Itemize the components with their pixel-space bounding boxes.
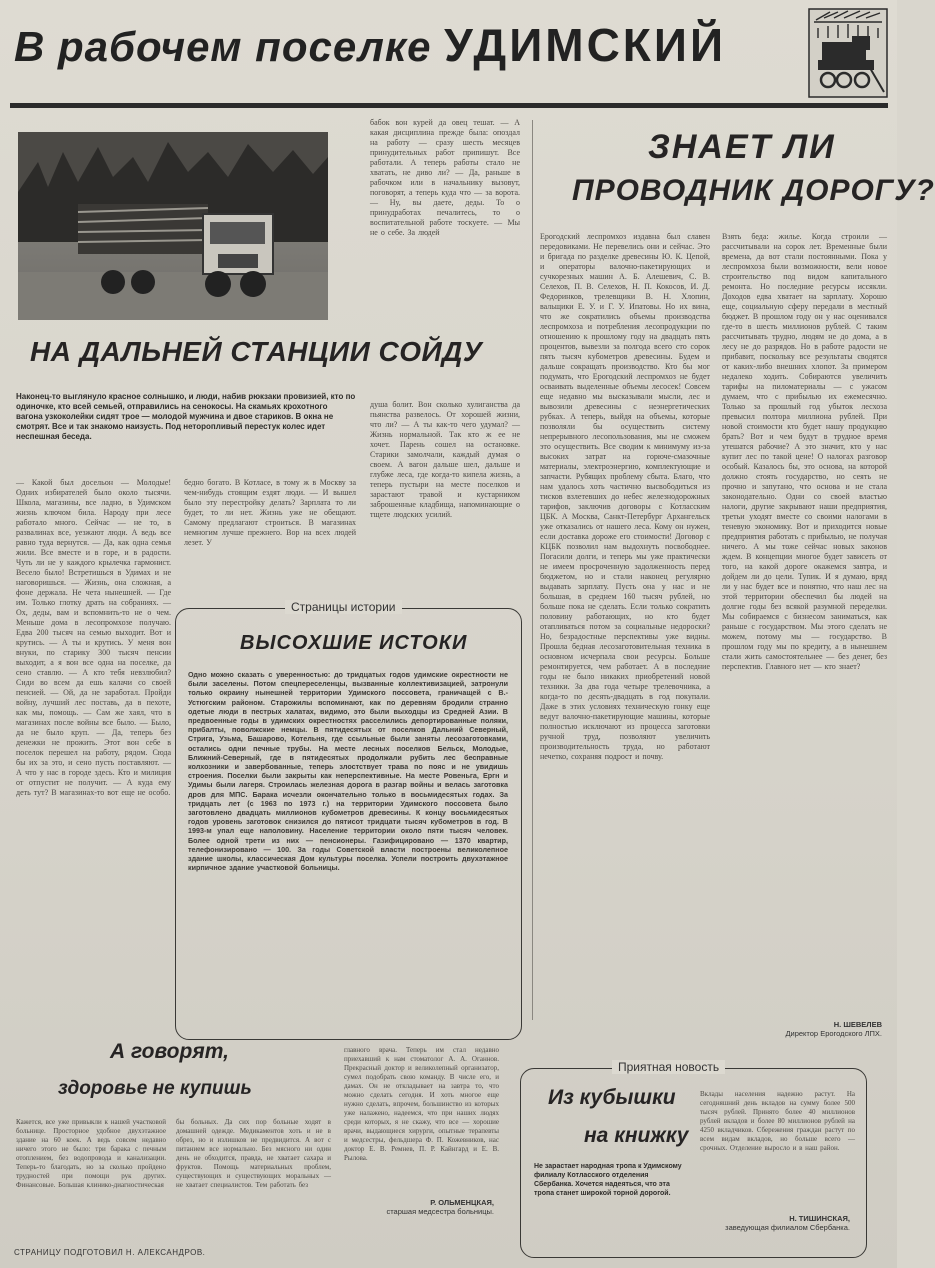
savings-signature-name: Н. ТИШИНСКАЯ, — [789, 1214, 850, 1223]
main-article-column-3: душа болит. Вон сколько хулиганства да пьянства развелось. От хорошей жизни, что ли? — А ты как-то чего удумал? — Жизнь нормальной. Так кто ж ее не хочет. Парень сошел на остановке. Старики замолчали, каждый думая о своем. А вагон дальше шел, дальше и глубже леса, где когда-то кипела жизнь, а теперь пустыри на месте поселков и зарастают травой и кустарником заброшенные кладбища, напоминающие о тщете людских усилий. — [370, 400, 520, 519]
health-headline-line-1: А говорят, — [110, 1040, 229, 1063]
health-column-3: главного врача. Теперь им стал недавно приехавший к нам стоматолог А. А. Оганнов. Прекрасный доктор и великолепный организатор, сумел подобрать свою команду. В числе его, и дамах. Он не откладывает на завтра то, что можно сделать сегодня. И хоть многое еще нужно сделать, впрочем, большинство из которых уже налажено, надеемся, что при наших людях среди которых, я не скажу, что все — хорошие врачи, выдающиеся хирурги, опытные терапевты и медсестры, фельдшера Ф. П. Кожевников, нас доктор Е. В. Ремнев, П. Р. Кайнгард и Е. В. Рылова. — [344, 1046, 499, 1162]
health-headline-line-2: здоровье не купишь — [58, 1078, 252, 1099]
savings-headline-line-2: на книжку — [584, 1124, 689, 1147]
history-headline: ВЫСОХШИЕ ИСТОКИ — [240, 632, 468, 654]
history-rubric: Страницы истории — [285, 600, 402, 614]
health-column-1: Кажется, все уже привыкли к нашей участковой больнице. Просторное удобное двухэтажное здание на 60 коек. А ведь совсем недавно ничего этого не было: три барака с печным отоплением, без водопровода и канализации. Теперь-то благодать, но за сколько пройдено трудностей при помощи рук других. Финансовые. Большая клинико-диагностическая — [16, 1118, 166, 1189]
main-article-column-2: бедно богато. В Котласе, в тому ж в Москву за чем-нибудь стоящим ездят люди. — И вышел было эту перестройку делать? Зарплата то ли будет, то ли нет. Жизнь уже не обещают. Самому предлагают строиться. В магазинах немногим лучше прежнего. Вор на всех людей лезет. У — [184, 478, 356, 547]
main-article-column-1: — Какой был досельон — Молодые! Одних избирателей было около тысячи. Школа, магазины, все ладно, в Удимском жизнь ключом била. Народу при лесе работало много. Сейчас — не то, в развалинах все, уезжают люди. А ведь все равно туда вернутся. — Да, как одна семья жили. Все вместе и в горе, и в радости. Чуть ли не у каждого крылечка гармонист. Весело было! Встретишься в Удимах и не наговоришься. — Жизнь, она сложная, а фоне держала. Не чета нынешней. — Где им. Только глотку драть на собраниях. — Ох, деды, вам и вспомнить-то не о чем. Меньше дома в лесопромхозе получаю. Едва 200 тысяч на семью выходит. Вот и крутись. — А ты и крутись. У меня вон внуки, по старику 300 тысяч пенсии выходит, а я вон все одна на поселке, да сено ставлю. — А кто тебя невзлюбил? Сиди во всем да ешь калачи со своей пенсией. — Ой, да не заработал. Пройди войну, лучший лес поставь, да в пехоте, как мы, помощь. — Сам же хаял, что в магазинах после войны все было. — Было, да не было круп. — Да, теперь без денежки не прожить. Этот вон себе в поселок перешел на работу, рядом. Сюда бы их за это, и сено пусть поставляют. — А что у нас в городе здесь. Кто и милиция от отпустит не получит. — А куда ему деть тут? В магазинах-то вот еще не особо. — [16, 478, 171, 797]
main-article-column-top: бабок вон курей да овец тешат. — А какая дисциплина прежде была: опоздал на работу — сразу шесть месяцев принудительных работ припишут. Все работали. А теперь работы стало не хватать, не диво ли? — Да, раньше в рабочком или в начальнику вызовут, поговорят, а теперь куда что — за ворота. — Ну, вы даете, деды. То о принудработах печалитесь, то о воспитательной работе тоскуете. — Мы не о себе. За людей — [370, 118, 520, 237]
banner-title — [14, 18, 726, 72]
history-text: Одно можно сказать с уверенностью: до тридцатых годов удимские окрестности не были заселены. Потом спецпереселенцы, вызванные коллективизацией, затронули только окраину нынешней территории Удимского поссовета, граничащей с В.-Устюгским районом. Старожилы вспоминают, как по деревням бродили странно одетые люди в пестрых халатах, видимо, это были выходцы из Средней Азии. В предвоенные годы в удимских окрестностях расселились депортированные поляки, прибалты, поволжские немцы. В пятидесятых от поселков Дальний Северный, Стрига, Узьма, Башарово, Котельня, где ссыльные были заняты лесозаготовками, остались одни печные трубы. На месте лесных поселков Бельск, Молодые, Ближний-Северный, где в пятидесятых продолжали рубить лес бесправные колхозники и завербованные, теперь злостствует трава по пояс и не увидишь строения. Поселки были закрыты как неперспективные. На месте Ровеньга, Ергн и Удимы были лагеря. Строилась железная дорога в разгар войны и велась заготовка дров для МПС. Барака исчезли окончательно только в восьмидесятых годах. За тридцать лет (с 1963 по 1973 г.) на территории Удимского поссовета было заготовлено двадцать миллионов кубометров древесины. К концу восьмидесятых годов уровень заготовок снизился до пятисот тридцати тысяч кубометров в год. В 1993-м упал еще наполовину. Население территории около пяти тысяч человек. Более одной трети из них — пенсионеры. Газифицировано — 1370 квартир, телефонизировано — 100. За годы Советской власти построены великолепное здание школы, классическая Дом культуры поселка. Успели построить двухэтажное кирпичное здание участковой больницы. — [188, 670, 508, 873]
health-column-2: бы больных. Да сих пор больные ходят в домашней одежде. Медикаментов хоть и не в обрез, но и излишков не предвидится. А вот с питанием все нормально. Без мясного ни один день не обходится, правда, не хватает сахара и фруктов. Помощь материальных проблем, существующих и существующих моральных — не хватает специалистов. Тем работать без — [176, 1118, 331, 1189]
banner-place: УДИМСКИЙ — [444, 19, 727, 71]
guide-column-2: Взять беда: жилье. Когда строили — рассчитывали на сорок лет. Временные были времена, да вот стали постоянными. Пока у леспромхоза были возможности, вели новое строительство под видом капитального ремонта. Но последние ресурсы иссякли. Доходов едва хватает на зарплату. Хорошо еще, социальную сферу передали в местный бюджет. В прошлом году он у нас оценивался где-то в шесть миллионов рублей. С таким рассчитывать трудно, людям не до дома, а в лесу не до разрядов. Но в работе радости не прибавит, поскольку все результаты сводятся от каких-либо внешних хлопот. За примером недалеко ходить. Собираются увеличить тарифы на пиломатериалы — с ужасом думаем, что с прибылью их ежемесячно. Только за прошлый год убыток лесхоза превысил полтора миллиона рублей. При новой стоимости кто будет нашу продукцию брать? Вот и чем будут в трудное время утешатся рабочие? А это значит, кто у нас купит лес по такой цене! О налогах разговор особый. Казалось бы, это основа, на которой должно стоять государство, но сеять не прочно и запутано, что основа и не стала законодательно. Одни со своей властью налоги, другие закрывают наши предприятия, третьи уходят вместе со своими налогами в теневую экономику. Вот и приходится новые предприятия работать с прибылью, не получая ничего. А мы тоже сейчас новых законов ждем. В концепции многое будет зависеть от того, на какой дороге окажемся завтра, и дойдем ли до цели. Тупик. И я думаю, вряд ли у нас будет все и понятно, что наш лес на этой территории обеспечил бы людей на долгие годы без всякой разумной переделки. Мы собираемся с бизнесом заниматься, как раньше с государством. Мы этого сделать не можем, потому мы — государство. В прошлом году мы по кредиту, а в нынешнем стали жить самостоятельнее — без денег, без перспектив. Главного нет — кто знает? — [722, 232, 887, 671]
savings-signature — [700, 1214, 850, 1232]
banner-prefix: В рабочем поселке — [14, 23, 445, 70]
guide-signature-name: Н. ШЕВЕЛЕВ — [833, 1020, 882, 1029]
health-signature — [344, 1198, 494, 1216]
banner-rule — [10, 103, 888, 108]
guide-headline-line-2: ПРОВОДНИК ДОРОГУ? — [572, 174, 935, 207]
page-footer: СТРАНИЦУ ПОДГОТОВИЛ Н. АЛЕКСАНДРОВ. — [14, 1248, 206, 1257]
savings-rubric: Приятная новость — [612, 1060, 725, 1074]
main-headline: НА ДАЛЬНЕЙ СТАНЦИИ СОЙДУ — [30, 336, 483, 367]
guide-signature-title: Директор Ерогодского ЛПХ. — [785, 1029, 882, 1038]
logging-truck-logo — [808, 8, 888, 98]
health-signature-title: старшая медсестра больницы. — [386, 1207, 494, 1216]
savings-signature-title: заведующая филиалом Сбербанка. — [725, 1223, 850, 1232]
savings-lede: Не зарастает народная тропа к Удимскому филиалу Котласского отделения Сбербанка. Хочется надеяться, что эта тропа станет широкой торной дорогой. — [534, 1163, 682, 1197]
savings-headline-line-1: Из кубышки — [548, 1086, 676, 1109]
guide-headline-line-1: ЗНАЕТ ЛИ — [648, 128, 836, 166]
guide-signature — [722, 1020, 882, 1038]
main-article-lede: Наконец-то выглянуло красное солнышко, и люди, набив рюкзаки провизией, кто по одиночке, кто всей семьей, отправились на сенокосы. На скамьях крохотного вагона узкоколейки сидят трое — молодой мужчина и двое стариков. В окна не смотрят. Все и так знакомо наизусть. Под неторопливый перестук колес идет неспешная беседа. — [16, 392, 356, 441]
column-divider — [532, 120, 533, 1020]
timber-truck-photo — [18, 132, 328, 320]
guide-column-1: Ерогодский леспромхоз издавна был славен передовиками. Не перевелись они и сейчас. Это и бригада по разделке древесины Ю. К. Цепой, и операторы валочно-пакетирующих и сучкорезных машин А. Б. Алешевич, С. В. Селехов, П. В. Селехов, Н. П. Кокосов, И. Д. Федоринков, трелевщики В. Н. Хлопин, вальщики Е. У. и Г. У. Ипатовы. Но их вина, что же сократились объемы производства леспромхоза и потребления лесопродукции по отношению к прошлому году на двадцать пять процентов, вывезли за полгода всего сто сорок пять тысяч кубометров древесины. Будем и дальше сокращать производство. Кто бы мог подумать, что Ерогодский леспромхоз не будет осваивать выделенные объемы лесосек! Совсем еще недавно мы высказывали мысли, лес и вывозили древесины с неэнергетических рубках. А теперь, выйдя на объемы, которые позволяли бы осуществить систему непрерывного лесопользования, мы не сможем это осуществить. Все сводим к минимуму из-за высоких затрат на горюче-смазочные материалы, электроэнергию, комплектующие и запчасти. Рубящих проблему сбыта. Благо, что нам удалось хоть частично высвободиться из тисков взлетевших до небес железнодорожных тарифов, заключив договоры с Котласским ЦБК. А Москва, Санкт-Петербург Архангельск уже отказались от нашего леса. Кому он нужен, если доставка дороже его стоимости! Договор с КЦБК позволил нам выдохнуть посвободнее. Погасили долги, и теперь мы уже практически не имеем просроченную задолженность перед бюджетом, но и стали наконец регулярно выдавать зарплату. Пусть она у нас и не большая, в среднем 160 тысяч рублей, но больше пока не сделать. Если только сократить половину работающих, но кто будет отапливаться потом за социальные недороски? Но, безрадостные перспективы уже видны. Прошла бедная лесозаготовительная техника в основном исчерпала свои ресурсы. Больше ремонтируется, чем работает. А в последние годы не было никаких приобретений новой техники. За два года четыре трелевочника, а когда-то по десять-двадцать в год покупали. Даже в этих условиях техническую гонку еще ведут валочно-пакетирующие машины, которые полностью исключают из процесса заготовки ручной труд, позволяют увеличить производительность труда, но работают нечетко, сохраняя подрост и почву. — [540, 232, 710, 761]
savings-text: Вклады населения надежно растут. На сегодняшний день вкладов на сумму более 500 тысяч рублей. Принято более 40 миллионов рублей вкладов и более 80 миллионов рублей на 4250 вкладчиков. Сбережения граждан растут по всем видам вкладов, но больше всего — срочных. Отделение выросло и в наш район. — [700, 1090, 855, 1152]
health-signature-name: Р. ОЛЬМЕНЦКАЯ, — [430, 1198, 494, 1207]
